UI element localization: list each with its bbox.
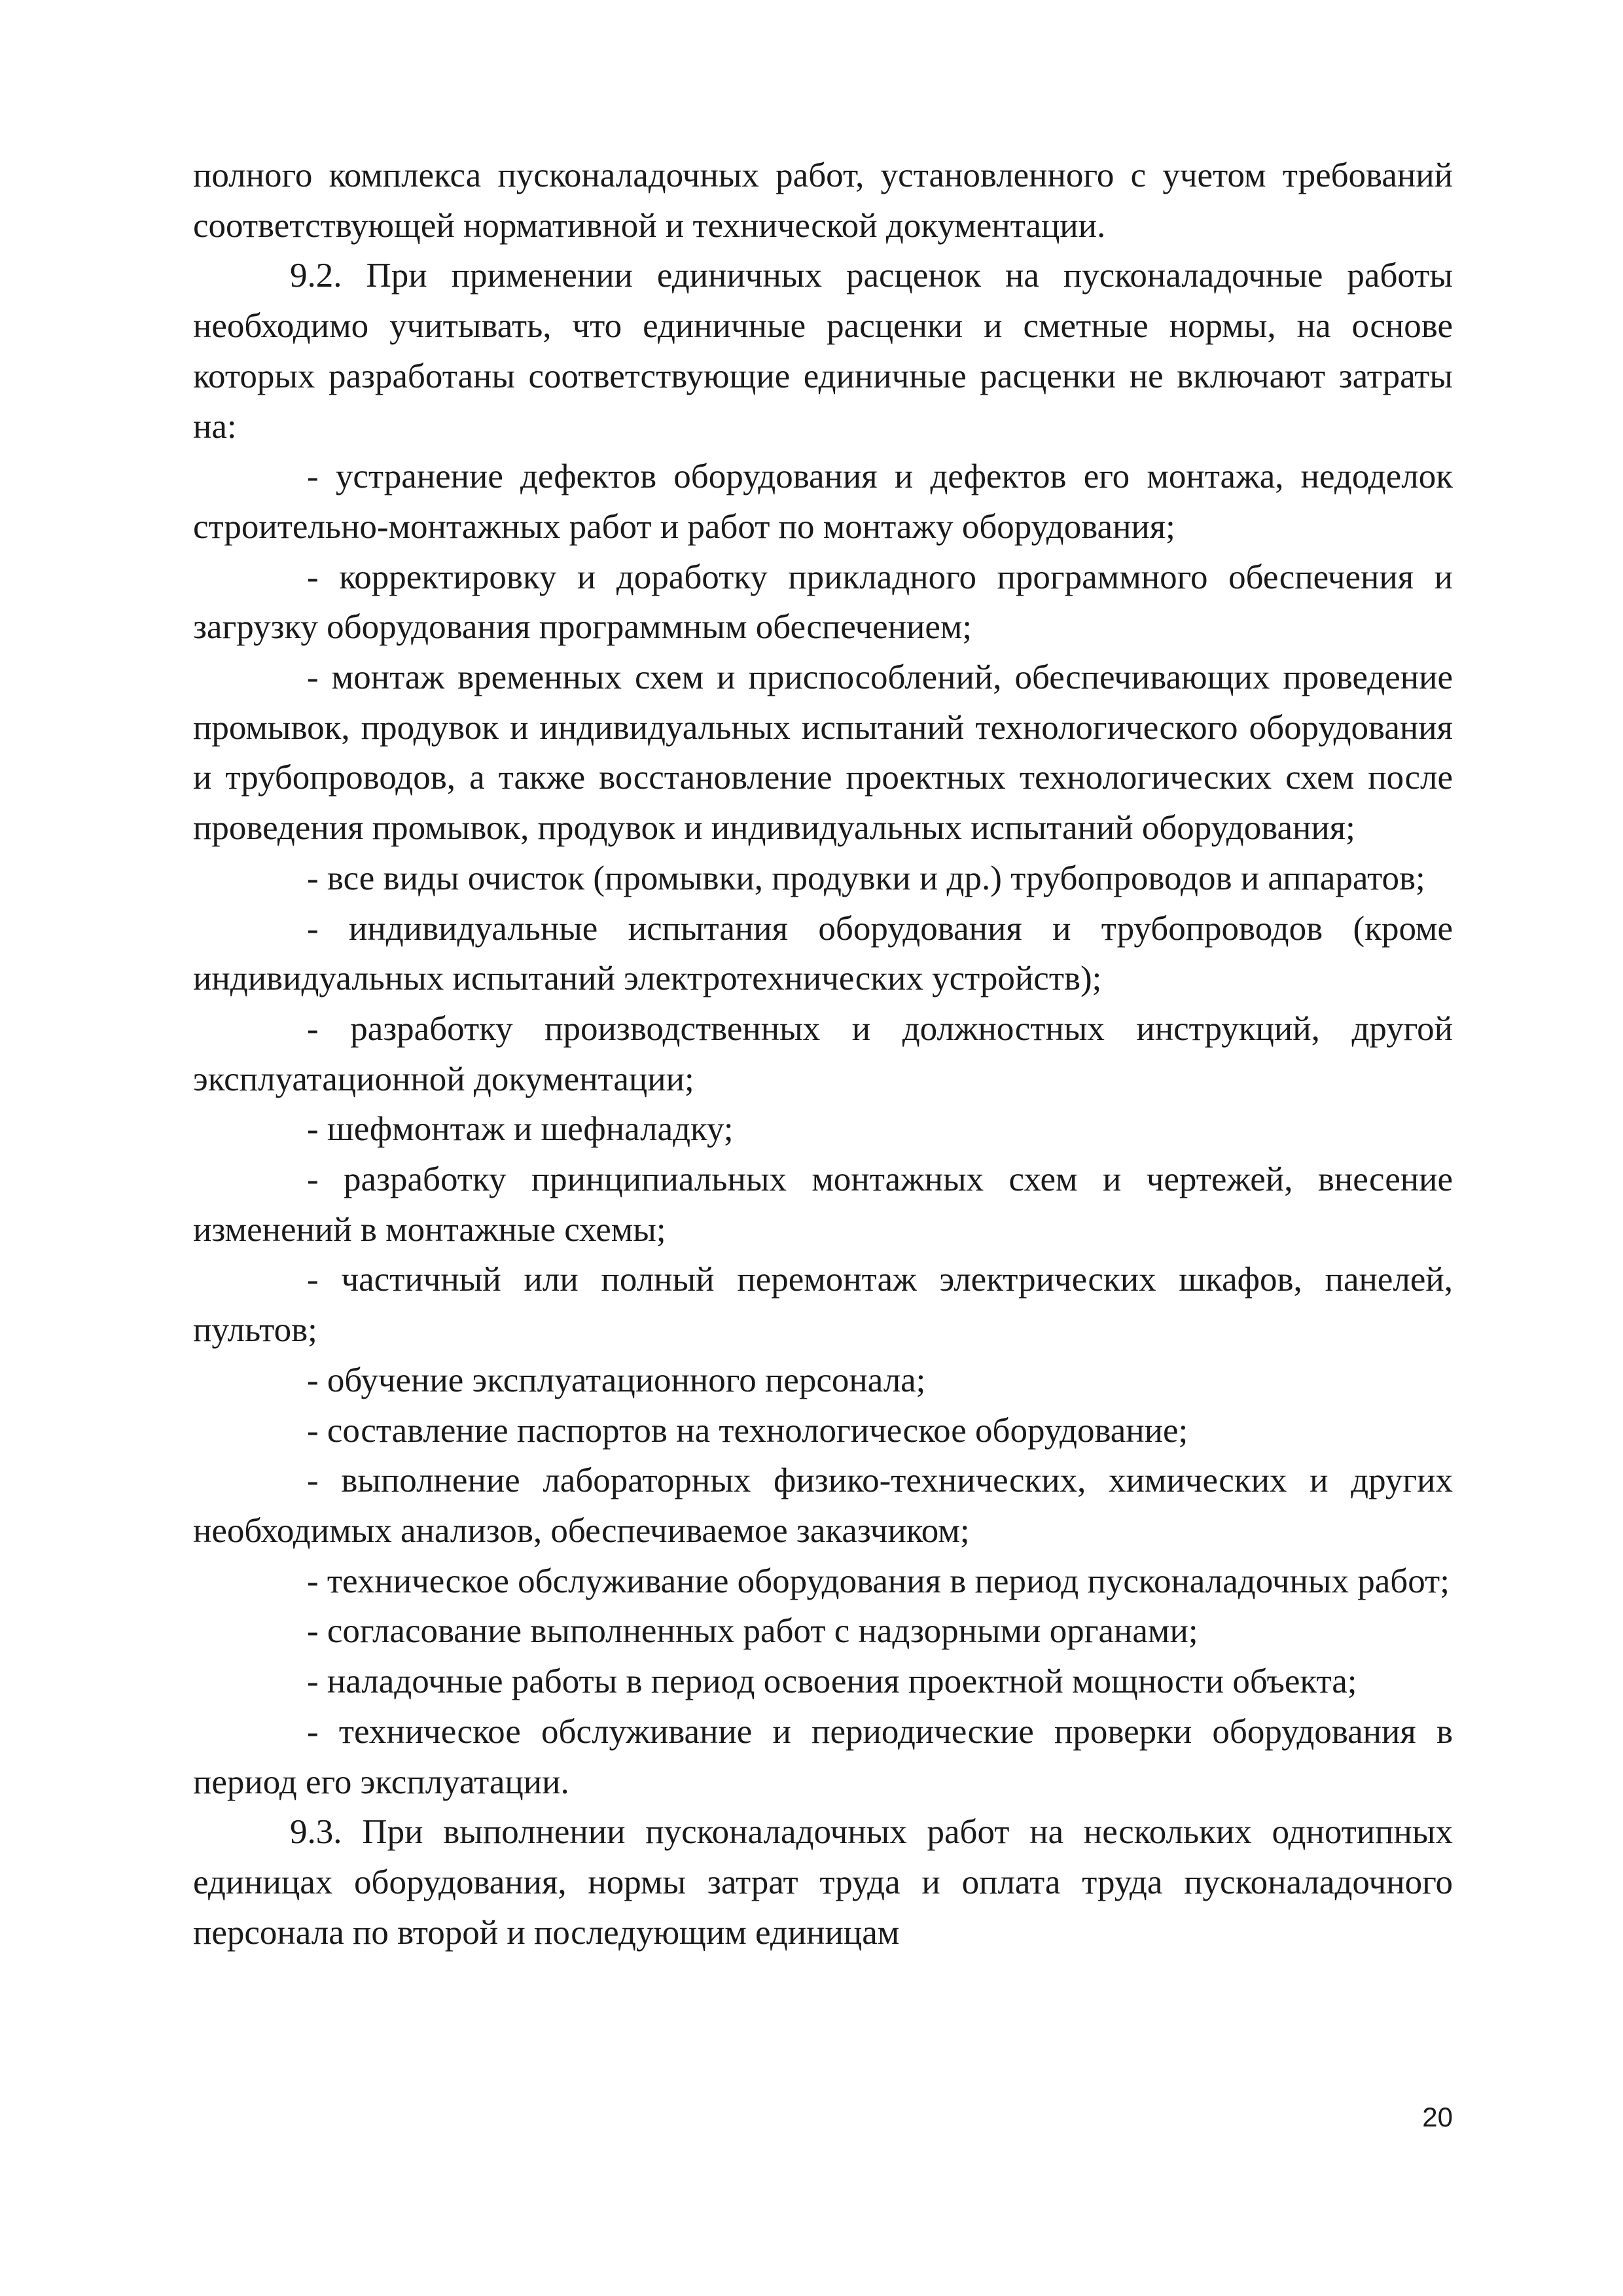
list-item-approval: - согласование выполненных работ с надзорными органами; — [307, 1612, 1198, 1651]
list-item-lab-analysis: - выполнение лабораторных физико-технических, химических и других необходимых анализов, обеспечиваемое заказчиком; — [193, 1462, 1453, 1550]
list-item-maintenance-commissioning: - техническое обслуживание оборудования в период пусконаладочных работ; — [307, 1562, 1450, 1600]
list-item-passports: - составление паспортов на технологическое оборудование; — [307, 1411, 1188, 1450]
list-item-training: - обучение эксплуатационного персонала; — [307, 1361, 926, 1399]
list-item-supervision: - шефмонтаж и шефналадку; — [307, 1110, 734, 1149]
paragraph-9-3: 9.3. При выполнении пусконаладочных работ на нескольких однотипных единицах оборудования, нормы затрат труда и оплата труда пусконаладочного персонала по второй и последующим единицам — [193, 1813, 1453, 1952]
page-number: 20 — [1422, 2102, 1453, 2132]
paragraph-continuation: полного комплекса пусконаладочных работ, установленного с учетом требований соответствующей нормативной и технической документации. — [193, 156, 1453, 245]
paragraph-9-2: 9.2. При применении единичных расценок на пусконаладочные работы необходимо учитывать, что единичные расценки и сметные нормы, на основе которых разработаны соответствующие единичные расценки не включают затраты на: — [193, 257, 1453, 446]
list-item-remounting: - частичный или полный перемонтаж электрических шкафов, панелей, пультов; — [193, 1261, 1453, 1350]
list-item-capacity-adjustment: - наладочные работы в период освоения проектной мощности объекта; — [307, 1662, 1357, 1701]
list-item-temporary-schemes: - монтаж временных схем и приспособлений, обеспечивающих проведение промывок, продувок и индивидуальных испытаний технологического оборудования и трубопроводов, а также восстановление проектных технологических схем после проведения промывок, продувок и индивидуальных испытаний оборудования; — [193, 658, 1453, 848]
list-item-software: - корректировку и доработку прикладного программного обеспечения и загрузку оборудования программным обеспечением; — [193, 558, 1453, 647]
body-text — [193, 151, 1453, 1958]
list-item-defects: - устранение дефектов оборудования и дефектов его монтажа, недоделок строительно-монтажных работ и работ по монтажу оборудования; — [193, 457, 1453, 546]
list-item-individual-tests: - индивидуальные испытания оборудования и трубопроводов (кроме индивидуальных испытаний электротехнических устройств); — [193, 909, 1453, 998]
list-item-maintenance-operation: - техническое обслуживание и периодические проверки оборудования в период его эксплуатации. — [193, 1712, 1453, 1801]
list-item-cleaning: - все виды очисток (промывки, продувки и др.) трубопроводов и аппаратов; — [307, 859, 1425, 897]
list-item-instructions: - разработку производственных и должностных инструкций, другой эксплуатационной документации; — [193, 1009, 1453, 1098]
list-item-schematics: - разработку принципиальных монтажных схем и чертежей, внесение изменений в монтажные схемы; — [193, 1160, 1453, 1249]
